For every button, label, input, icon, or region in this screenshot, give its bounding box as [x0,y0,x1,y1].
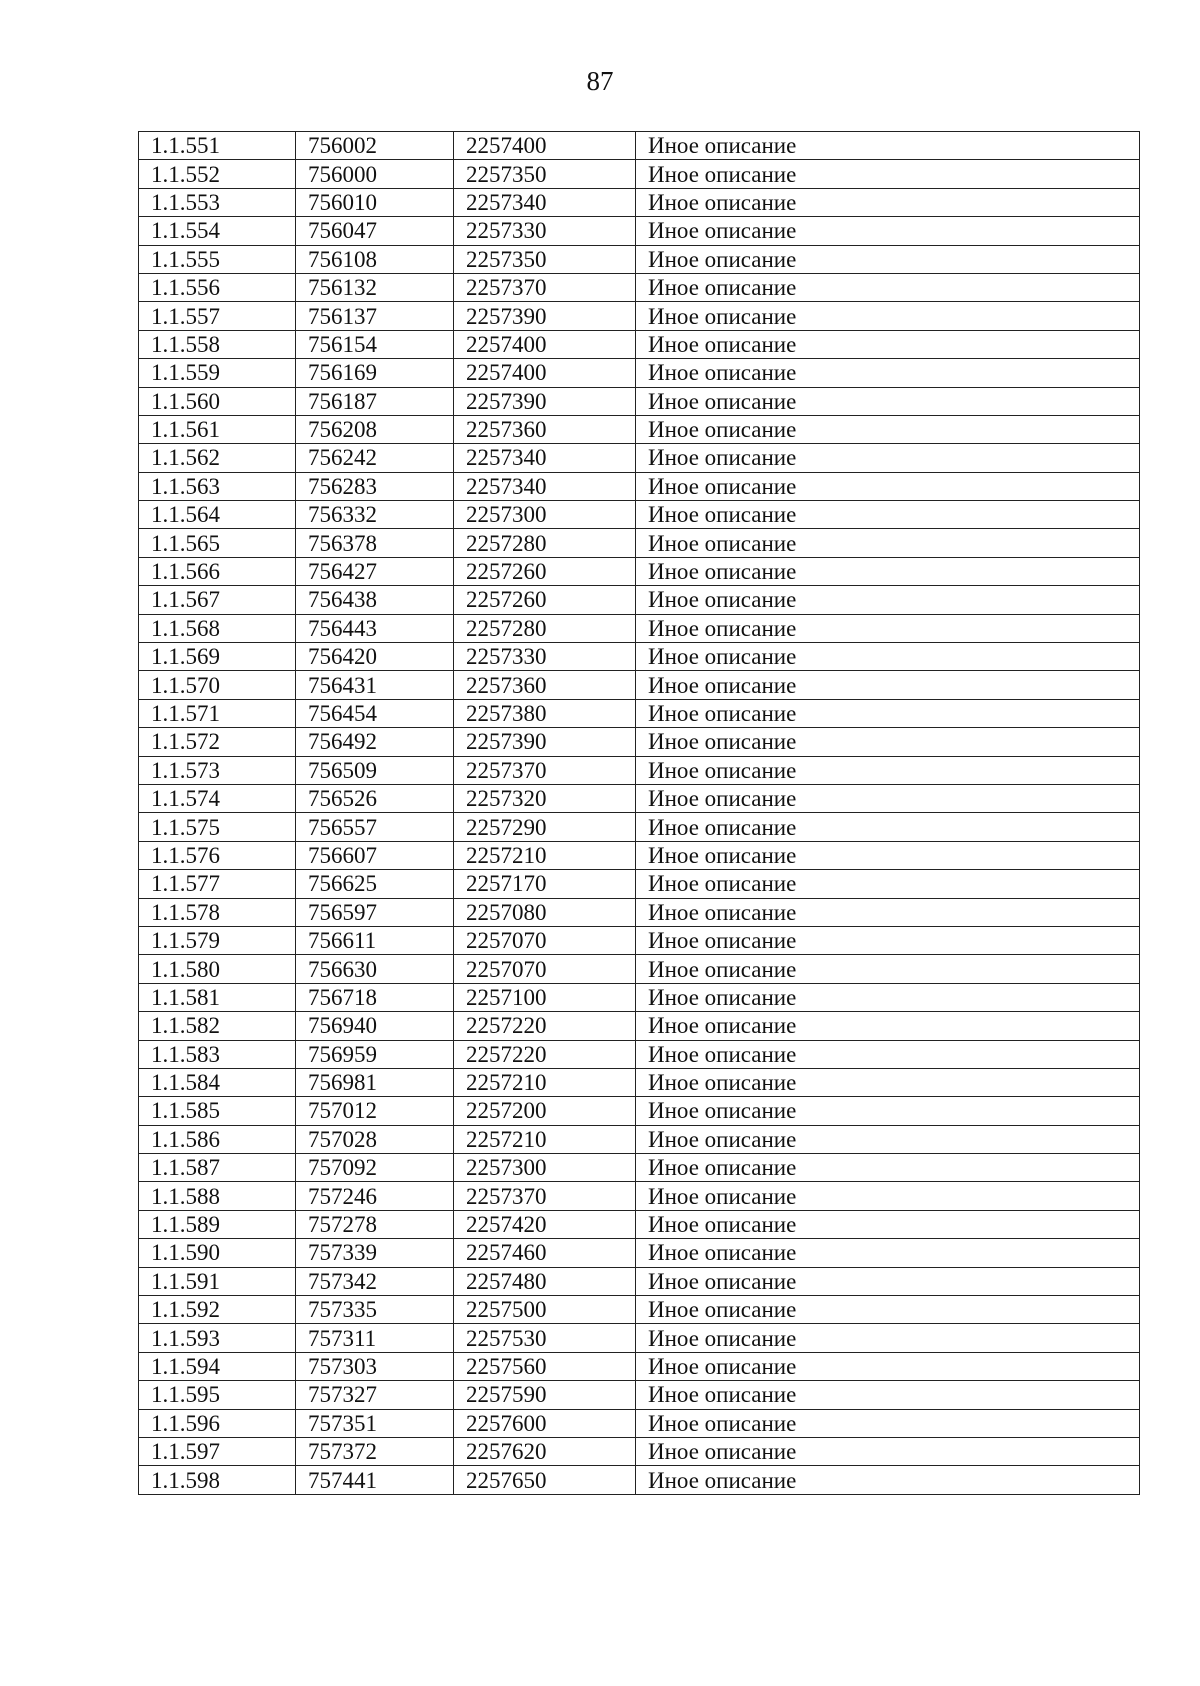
y-coordinate-cell: 2257260 [454,586,636,614]
x-coordinate-cell: 756000 [296,160,454,188]
description-cell: Иное описание [636,1466,1140,1494]
y-coordinate-cell: 2257420 [454,1210,636,1238]
table-row [139,415,1140,443]
point-number-cell: 1.1.569 [139,643,296,671]
x-coordinate-cell: 756443 [296,614,454,642]
y-coordinate-cell: 2257070 [454,926,636,954]
y-coordinate-cell: 2257400 [454,132,636,160]
description-cell: Иное описание [636,1154,1140,1182]
description-cell: Иное описание [636,188,1140,216]
description-cell: Иное описание [636,1381,1140,1409]
x-coordinate-cell: 756557 [296,813,454,841]
y-coordinate-cell: 2257370 [454,756,636,784]
point-number-cell: 1.1.561 [139,415,296,443]
point-number-cell: 1.1.559 [139,359,296,387]
x-coordinate-cell: 756420 [296,643,454,671]
table-row [139,926,1140,954]
y-coordinate-cell: 2257590 [454,1381,636,1409]
y-coordinate-cell: 2257290 [454,813,636,841]
x-coordinate-cell: 756526 [296,784,454,812]
x-coordinate-cell: 757246 [296,1182,454,1210]
x-coordinate-cell: 756332 [296,501,454,529]
x-coordinate-cell: 756509 [296,756,454,784]
point-number-cell: 1.1.553 [139,188,296,216]
description-cell: Иное описание [636,841,1140,869]
table-row [139,1324,1140,1352]
description-cell: Иное описание [636,813,1140,841]
table-row [139,1097,1140,1125]
description-cell: Иное описание [636,1012,1140,1040]
x-coordinate-cell: 757092 [296,1154,454,1182]
point-number-cell: 1.1.593 [139,1324,296,1352]
y-coordinate-cell: 2257170 [454,870,636,898]
y-coordinate-cell: 2257390 [454,387,636,415]
point-number-cell: 1.1.596 [139,1409,296,1437]
description-cell: Иное описание [636,1352,1140,1380]
point-number-cell: 1.1.566 [139,557,296,585]
point-number-cell: 1.1.588 [139,1182,296,1210]
x-coordinate-cell: 756431 [296,671,454,699]
x-coordinate-cell: 757311 [296,1324,454,1352]
description-cell: Иное описание [636,529,1140,557]
y-coordinate-cell: 2257280 [454,529,636,557]
table-row [139,870,1140,898]
description-cell: Иное описание [636,273,1140,301]
table-row [139,898,1140,926]
point-number-cell: 1.1.570 [139,671,296,699]
y-coordinate-cell: 2257260 [454,557,636,585]
table-row [139,1154,1140,1182]
x-coordinate-cell: 756607 [296,841,454,869]
point-number-cell: 1.1.567 [139,586,296,614]
point-number-cell: 1.1.557 [139,302,296,330]
description-cell: Иное описание [636,983,1140,1011]
table-row [139,1267,1140,1295]
description-cell: Иное описание [636,387,1140,415]
point-number-cell: 1.1.579 [139,926,296,954]
table-row [139,359,1140,387]
x-coordinate-cell: 757278 [296,1210,454,1238]
description-cell: Иное описание [636,1239,1140,1267]
description-cell: Иное описание [636,501,1140,529]
point-number-cell: 1.1.563 [139,472,296,500]
y-coordinate-cell: 2257350 [454,245,636,273]
y-coordinate-cell: 2257390 [454,728,636,756]
point-number-cell: 1.1.575 [139,813,296,841]
x-coordinate-cell: 756438 [296,586,454,614]
description-cell: Иное описание [636,926,1140,954]
table-row [139,132,1140,160]
point-number-cell: 1.1.590 [139,1239,296,1267]
table-row [139,529,1140,557]
point-number-cell: 1.1.554 [139,217,296,245]
x-coordinate-cell: 757012 [296,1097,454,1125]
x-coordinate-cell: 756630 [296,955,454,983]
table-row [139,1466,1140,1494]
x-coordinate-cell: 756010 [296,188,454,216]
x-coordinate-cell: 757351 [296,1409,454,1437]
point-number-cell: 1.1.568 [139,614,296,642]
table-row [139,1352,1140,1380]
y-coordinate-cell: 2257100 [454,983,636,1011]
description-cell: Иное описание [636,784,1140,812]
description-cell: Иное описание [636,898,1140,926]
description-cell: Иное описание [636,1068,1140,1096]
y-coordinate-cell: 2257080 [454,898,636,926]
table-row [139,671,1140,699]
y-coordinate-cell: 2257460 [454,1239,636,1267]
y-coordinate-cell: 2257360 [454,415,636,443]
y-coordinate-cell: 2257330 [454,643,636,671]
description-cell: Иное описание [636,1267,1140,1295]
y-coordinate-cell: 2257400 [454,330,636,358]
y-coordinate-cell: 2257220 [454,1040,636,1068]
x-coordinate-cell: 756132 [296,273,454,301]
description-cell: Иное описание [636,330,1140,358]
table-row [139,1381,1140,1409]
table-row [139,1125,1140,1153]
point-number-cell: 1.1.585 [139,1097,296,1125]
y-coordinate-cell: 2257210 [454,1068,636,1096]
point-number-cell: 1.1.564 [139,501,296,529]
point-number-cell: 1.1.562 [139,444,296,472]
table-row [139,841,1140,869]
x-coordinate-cell: 756242 [296,444,454,472]
y-coordinate-cell: 2257210 [454,841,636,869]
y-coordinate-cell: 2257280 [454,614,636,642]
x-coordinate-cell: 756208 [296,415,454,443]
description-cell: Иное описание [636,302,1140,330]
description-cell: Иное описание [636,1210,1140,1238]
x-coordinate-cell: 756047 [296,217,454,245]
x-coordinate-cell: 757335 [296,1296,454,1324]
table-row [139,1182,1140,1210]
x-coordinate-cell: 756454 [296,699,454,727]
x-coordinate-cell: 756108 [296,245,454,273]
x-coordinate-cell: 757327 [296,1381,454,1409]
table-row [139,643,1140,671]
point-number-cell: 1.1.586 [139,1125,296,1153]
y-coordinate-cell: 2257320 [454,784,636,812]
point-number-cell: 1.1.556 [139,273,296,301]
x-coordinate-cell: 756492 [296,728,454,756]
y-coordinate-cell: 2257300 [454,1154,636,1182]
point-number-cell: 1.1.591 [139,1267,296,1295]
point-number-cell: 1.1.583 [139,1040,296,1068]
description-cell: Иное описание [636,1296,1140,1324]
table-row [139,983,1140,1011]
description-cell: Иное описание [636,1324,1140,1352]
point-number-cell: 1.1.581 [139,983,296,1011]
point-number-cell: 1.1.572 [139,728,296,756]
description-cell: Иное описание [636,132,1140,160]
description-cell: Иное описание [636,955,1140,983]
point-number-cell: 1.1.580 [139,955,296,983]
point-number-cell: 1.1.598 [139,1466,296,1494]
point-number-cell: 1.1.584 [139,1068,296,1096]
point-number-cell: 1.1.551 [139,132,296,160]
y-coordinate-cell: 2257500 [454,1296,636,1324]
y-coordinate-cell: 2257220 [454,1012,636,1040]
description-cell: Иное описание [636,415,1140,443]
x-coordinate-cell: 757441 [296,1466,454,1494]
point-number-cell: 1.1.573 [139,756,296,784]
point-number-cell: 1.1.589 [139,1210,296,1238]
point-number-cell: 1.1.594 [139,1352,296,1380]
table-row [139,756,1140,784]
table-row [139,1040,1140,1068]
point-number-cell: 1.1.555 [139,245,296,273]
point-number-cell: 1.1.578 [139,898,296,926]
point-number-cell: 1.1.558 [139,330,296,358]
x-coordinate-cell: 756427 [296,557,454,585]
description-cell: Иное описание [636,671,1140,699]
description-cell: Иное описание [636,359,1140,387]
point-number-cell: 1.1.574 [139,784,296,812]
table-row [139,302,1140,330]
table-row [139,1210,1140,1238]
description-cell: Иное описание [636,870,1140,898]
description-cell: Иное описание [636,557,1140,585]
x-coordinate-cell: 757028 [296,1125,454,1153]
table-row [139,245,1140,273]
table-row [139,501,1140,529]
table-row [139,444,1140,472]
table-row [139,472,1140,500]
y-coordinate-cell: 2257600 [454,1409,636,1437]
y-coordinate-cell: 2257200 [454,1097,636,1125]
description-cell: Иное описание [636,1437,1140,1465]
table-row [139,1296,1140,1324]
table-row [139,784,1140,812]
description-cell: Иное описание [636,472,1140,500]
y-coordinate-cell: 2257340 [454,444,636,472]
description-cell: Иное описание [636,756,1140,784]
description-cell: Иное описание [636,586,1140,614]
table-row [139,330,1140,358]
point-number-cell: 1.1.552 [139,160,296,188]
description-cell: Иное описание [636,217,1140,245]
point-number-cell: 1.1.560 [139,387,296,415]
x-coordinate-cell: 757339 [296,1239,454,1267]
table-row [139,614,1140,642]
point-number-cell: 1.1.565 [139,529,296,557]
point-number-cell: 1.1.577 [139,870,296,898]
coordinates-table [138,131,1140,1495]
y-coordinate-cell: 2257370 [454,273,636,301]
x-coordinate-cell: 756002 [296,132,454,160]
y-coordinate-cell: 2257530 [454,1324,636,1352]
y-coordinate-cell: 2257330 [454,217,636,245]
x-coordinate-cell: 756718 [296,983,454,1011]
x-coordinate-cell: 756169 [296,359,454,387]
point-number-cell: 1.1.582 [139,1012,296,1040]
x-coordinate-cell: 757303 [296,1352,454,1380]
description-cell: Иное описание [636,1125,1140,1153]
table-row [139,273,1140,301]
y-coordinate-cell: 2257340 [454,472,636,500]
description-cell: Иное описание [636,1182,1140,1210]
x-coordinate-cell: 756981 [296,1068,454,1096]
point-number-cell: 1.1.597 [139,1437,296,1465]
y-coordinate-cell: 2257390 [454,302,636,330]
table-row [139,1012,1140,1040]
description-cell: Иное описание [636,728,1140,756]
description-cell: Иное описание [636,1097,1140,1125]
table-row [139,188,1140,216]
x-coordinate-cell: 756959 [296,1040,454,1068]
table-row [139,1437,1140,1465]
y-coordinate-cell: 2257360 [454,671,636,699]
description-cell: Иное описание [636,699,1140,727]
x-coordinate-cell: 756378 [296,529,454,557]
table-row [139,557,1140,585]
x-coordinate-cell: 757372 [296,1437,454,1465]
point-number-cell: 1.1.587 [139,1154,296,1182]
description-cell: Иное описание [636,1409,1140,1437]
x-coordinate-cell: 756597 [296,898,454,926]
description-cell: Иное описание [636,160,1140,188]
x-coordinate-cell: 756283 [296,472,454,500]
table-body [139,132,1140,1495]
table-row [139,387,1140,415]
table-row [139,217,1140,245]
y-coordinate-cell: 2257400 [454,359,636,387]
x-coordinate-cell: 756625 [296,870,454,898]
x-coordinate-cell: 757342 [296,1267,454,1295]
table-row [139,1239,1140,1267]
table-row [139,586,1140,614]
description-cell: Иное описание [636,643,1140,671]
description-cell: Иное описание [636,245,1140,273]
point-number-cell: 1.1.576 [139,841,296,869]
description-cell: Иное описание [636,614,1140,642]
y-coordinate-cell: 2257350 [454,160,636,188]
x-coordinate-cell: 756187 [296,387,454,415]
y-coordinate-cell: 2257370 [454,1182,636,1210]
y-coordinate-cell: 2257340 [454,188,636,216]
table-row [139,1409,1140,1437]
table-row [139,813,1140,841]
description-cell: Иное описание [636,444,1140,472]
table-row [139,728,1140,756]
y-coordinate-cell: 2257380 [454,699,636,727]
table-row [139,1068,1140,1096]
y-coordinate-cell: 2257620 [454,1437,636,1465]
point-number-cell: 1.1.571 [139,699,296,727]
description-cell: Иное описание [636,1040,1140,1068]
y-coordinate-cell: 2257070 [454,955,636,983]
table-row [139,160,1140,188]
y-coordinate-cell: 2257560 [454,1352,636,1380]
point-number-cell: 1.1.592 [139,1296,296,1324]
x-coordinate-cell: 756940 [296,1012,454,1040]
x-coordinate-cell: 756137 [296,302,454,330]
y-coordinate-cell: 2257480 [454,1267,636,1295]
point-number-cell: 1.1.595 [139,1381,296,1409]
y-coordinate-cell: 2257210 [454,1125,636,1153]
y-coordinate-cell: 2257300 [454,501,636,529]
page-number: 87 [586,66,614,96]
table-row [139,955,1140,983]
table-row [139,699,1140,727]
x-coordinate-cell: 756611 [296,926,454,954]
y-coordinate-cell: 2257650 [454,1466,636,1494]
x-coordinate-cell: 756154 [296,330,454,358]
